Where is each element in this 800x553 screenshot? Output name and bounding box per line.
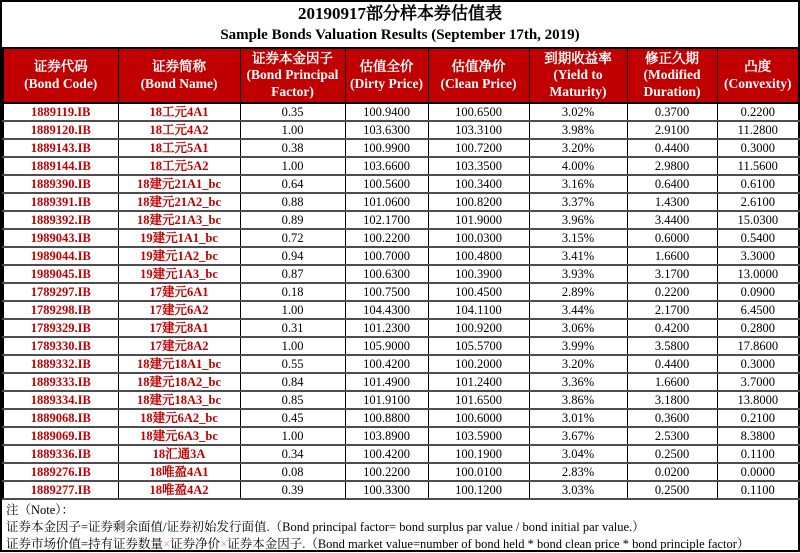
header-label-en: (Bond Name) (140, 75, 218, 91)
table-row (3, 211, 799, 229)
cell-bond-name: 17建元8A2 (118, 337, 240, 355)
multiply-sign: × (220, 537, 228, 552)
cell-convexity: 11.5600 (717, 157, 799, 175)
table-row (3, 175, 799, 193)
cell-modified-duration: 3.5800 (627, 337, 717, 355)
cell-clean-price: 100.6000 (428, 409, 529, 427)
cell-bond-code: 1889333.IB (3, 373, 118, 391)
cell-modified-duration: 0.0200 (627, 463, 717, 481)
page-title: 20190917部分样本券估值表 (298, 4, 502, 23)
cell-convexity: 0.1100 (717, 445, 799, 463)
cell-modified-duration: 2.1700 (627, 301, 717, 319)
cell-principal-factor: 1.00 (240, 427, 345, 445)
cell-dirty-price: 100.3300 (345, 481, 428, 499)
header-row (3, 48, 799, 103)
table-row (3, 283, 799, 301)
cell-convexity: 13.0000 (717, 265, 799, 283)
cell-convexity: 6.4500 (717, 301, 799, 319)
cell-clean-price: 101.9000 (428, 211, 529, 229)
cell-bond-name: 18汇通3A (118, 445, 240, 463)
cell-bond-name: 17建元6A2 (118, 301, 240, 319)
cell-modified-duration: 0.4200 (627, 319, 717, 337)
page-subtitle: Sample Bonds Valuation Results (September 17th, 2019) (220, 27, 580, 43)
cell-principal-factor: 0.88 (240, 193, 345, 211)
cell-modified-duration: 3.1800 (627, 391, 717, 409)
table-row (3, 319, 799, 337)
cell-modified-duration: 3.1700 (627, 265, 717, 283)
cell-modified-duration: 0.6000 (627, 229, 717, 247)
cell-dirty-price: 105.9000 (345, 337, 428, 355)
table-row (3, 193, 799, 211)
cell-convexity: 0.3000 (717, 355, 799, 373)
cell-bond-code: 1789298.IB (3, 301, 118, 319)
table-row (3, 427, 799, 445)
cell-convexity: 0.1100 (717, 481, 799, 499)
cell-bond-code: 1989045.IB (3, 265, 118, 283)
cell-bond-name: 18建元6A3_bc (118, 427, 240, 445)
header-label-zh: 证券简称 (152, 59, 206, 75)
table-body (3, 103, 799, 499)
header-label-zh: 凸度 (744, 59, 772, 75)
cell-bond-code: 1889334.IB (3, 391, 118, 409)
cell-convexity: 0.0000 (717, 463, 799, 481)
header-label-en: (Convexity) (724, 75, 792, 91)
cell-bond-code: 1889277.IB (3, 481, 118, 499)
cell-principal-factor: 0.89 (240, 211, 345, 229)
table-row (3, 463, 799, 481)
cell-bond-name: 19建元1A2_bc (118, 247, 240, 265)
cell-dirty-price: 100.8800 (345, 409, 428, 427)
table-row (3, 139, 799, 157)
cell-bond-code: 1889332.IB (3, 355, 118, 373)
cell-dirty-price: 102.1700 (345, 211, 428, 229)
cell-clean-price: 100.9200 (428, 319, 529, 337)
cell-bond-name: 18工元5A1 (118, 139, 240, 157)
cell-bond-name: 19建元1A1_bc (118, 229, 240, 247)
cell-bond-code: 1989044.IB (3, 247, 118, 265)
column-header-yield-to-maturity (529, 48, 627, 103)
cell-dirty-price: 100.7500 (345, 283, 428, 301)
cell-bond-name: 18唯盈4A2 (118, 481, 240, 499)
table-row (3, 481, 799, 499)
cell-yield-to-maturity: 3.01% (529, 409, 627, 427)
cell-modified-duration: 0.3600 (627, 409, 717, 427)
cell-dirty-price: 101.2300 (345, 319, 428, 337)
cell-clean-price: 100.4800 (428, 247, 529, 265)
cell-clean-price: 103.3100 (428, 121, 529, 139)
cell-convexity: 15.0300 (717, 211, 799, 229)
cell-principal-factor: 0.39 (240, 481, 345, 499)
header-label-en: (Yield to Maturity) (549, 67, 607, 99)
cell-bond-code: 1889276.IB (3, 463, 118, 481)
cell-bond-code: 1889336.IB (3, 445, 118, 463)
cell-yield-to-maturity: 3.98% (529, 121, 627, 139)
cell-modified-duration: 0.3700 (627, 103, 717, 121)
note-label: 注（Note）： (6, 503, 75, 518)
table-row (3, 409, 799, 427)
cell-yield-to-maturity: 3.20% (529, 139, 627, 157)
cell-bond-name: 18工元4A2 (118, 121, 240, 139)
cell-principal-factor: 1.00 (240, 121, 345, 139)
cell-clean-price: 100.1900 (428, 445, 529, 463)
footnotes (2, 500, 798, 553)
cell-modified-duration: 0.2500 (627, 481, 717, 499)
header-label-en: (Clean Price) (440, 75, 517, 91)
cell-principal-factor: 1.00 (240, 301, 345, 319)
cell-bond-code: 1889390.IB (3, 175, 118, 193)
cell-yield-to-maturity: 3.20% (529, 355, 627, 373)
table-row (3, 247, 799, 265)
cell-principal-factor: 1.00 (240, 157, 345, 175)
cell-bond-code: 1789329.IB (3, 319, 118, 337)
column-header-principal-factor (240, 48, 345, 103)
multiply-sign: × (163, 537, 171, 552)
cell-convexity: 0.2800 (717, 319, 799, 337)
header-label-zh: 证券本金因子 (252, 51, 333, 66)
cell-dirty-price: 100.9900 (345, 139, 428, 157)
cell-bond-code: 1889144.IB (3, 157, 118, 175)
cell-clean-price: 101.6500 (428, 391, 529, 409)
cell-dirty-price: 101.4900 (345, 373, 428, 391)
table-row (3, 157, 799, 175)
cell-convexity: 3.7000 (717, 373, 799, 391)
cell-modified-duration: 2.9800 (627, 157, 717, 175)
table-row (3, 121, 799, 139)
column-header-modified-duration (627, 48, 717, 103)
cell-bond-code: 1889068.IB (3, 409, 118, 427)
table-row (3, 229, 799, 247)
table-row (3, 355, 799, 373)
cell-yield-to-maturity: 3.02% (529, 103, 627, 121)
cell-bond-code: 1889143.IB (3, 139, 118, 157)
header-label-zh: 修正久期 (645, 51, 699, 66)
cell-bond-name: 18建元6A2_bc (118, 409, 240, 427)
cell-yield-to-maturity: 3.41% (529, 247, 627, 265)
cell-modified-duration: 1.6600 (627, 247, 717, 265)
cell-principal-factor: 0.08 (240, 463, 345, 481)
note-text-segment: 证券市场价值=持有证券数量 (6, 537, 164, 552)
cell-convexity: 0.0900 (717, 283, 799, 301)
cell-dirty-price: 101.9100 (345, 391, 428, 409)
cell-convexity: 0.2100 (717, 409, 799, 427)
cell-convexity: 13.8000 (717, 391, 799, 409)
cell-bond-code: 1889069.IB (3, 427, 118, 445)
note-principal-factor: 证券本金因子=证券剩余面值/证券初始发行面值.（Bond principal factor= bond surplus par value / bond initial par value.） (6, 520, 645, 535)
cell-bond-code: 1889119.IB (3, 103, 118, 121)
cell-bond-name: 18工元5A2 (118, 157, 240, 175)
bond-valuation-table (2, 47, 800, 500)
cell-principal-factor: 0.35 (240, 103, 345, 121)
cell-dirty-price: 100.7000 (345, 247, 428, 265)
cell-modified-duration: 2.5300 (627, 427, 717, 445)
table-row (3, 265, 799, 283)
cell-principal-factor: 0.87 (240, 265, 345, 283)
cell-clean-price: 100.0300 (428, 229, 529, 247)
cell-bond-code: 1889392.IB (3, 211, 118, 229)
cell-bond-name: 18建元18A1_bc (118, 355, 240, 373)
cell-bond-name: 18建元21A2_bc (118, 193, 240, 211)
cell-bond-name: 18唯盈4A1 (118, 463, 240, 481)
header-label-zh: 到期收益率 (544, 51, 612, 66)
table-row (3, 391, 799, 409)
cell-clean-price: 100.3400 (428, 175, 529, 193)
cell-dirty-price: 103.6600 (345, 157, 428, 175)
cell-convexity: 11.2800 (717, 121, 799, 139)
cell-convexity: 0.6100 (717, 175, 799, 193)
cell-yield-to-maturity: 3.99% (529, 337, 627, 355)
cell-yield-to-maturity: 3.03% (529, 481, 627, 499)
cell-modified-duration: 0.2500 (627, 445, 717, 463)
cell-principal-factor: 0.85 (240, 391, 345, 409)
cell-dirty-price: 100.2200 (345, 463, 428, 481)
cell-principal-factor: 0.64 (240, 175, 345, 193)
cell-clean-price: 100.2000 (428, 355, 529, 373)
cell-bond-name: 18建元18A2_bc (118, 373, 240, 391)
cell-convexity: 2.6100 (717, 193, 799, 211)
column-header-bond-name (118, 48, 240, 103)
column-header-clean-price (428, 48, 529, 103)
cell-modified-duration: 1.6600 (627, 373, 717, 391)
cell-dirty-price: 101.0600 (345, 193, 428, 211)
cell-dirty-price: 100.2200 (345, 229, 428, 247)
cell-convexity: 0.2200 (717, 103, 799, 121)
cell-dirty-price: 103.8900 (345, 427, 428, 445)
cell-bond-name: 18建元18A3_bc (118, 391, 240, 409)
cell-modified-duration: 0.6400 (627, 175, 717, 193)
cell-bond-code: 1889391.IB (3, 193, 118, 211)
header-label-zh: 估值净价 (451, 59, 506, 75)
cell-bond-name: 19建元1A3_bc (118, 265, 240, 283)
cell-clean-price: 100.7200 (428, 139, 529, 157)
column-header-bond-code (3, 48, 118, 103)
cell-principal-factor: 0.55 (240, 355, 345, 373)
cell-bond-name: 18建元21A3_bc (118, 211, 240, 229)
cell-clean-price: 103.5900 (428, 427, 529, 445)
cell-yield-to-maturity: 3.67% (529, 427, 627, 445)
cell-yield-to-maturity: 3.16% (529, 175, 627, 193)
cell-yield-to-maturity: 2.89% (529, 283, 627, 301)
cell-modified-duration: 2.9100 (627, 121, 717, 139)
cell-bond-name: 18建元21A1_bc (118, 175, 240, 193)
cell-dirty-price: 100.4200 (345, 355, 428, 373)
cell-yield-to-maturity: 3.86% (529, 391, 627, 409)
cell-clean-price: 101.2400 (428, 373, 529, 391)
cell-dirty-price: 100.4200 (345, 445, 428, 463)
note-market-value (6, 536, 798, 553)
cell-clean-price: 100.0100 (428, 463, 529, 481)
cell-dirty-price: 100.9400 (345, 103, 428, 121)
cell-principal-factor: 0.45 (240, 409, 345, 427)
cell-principal-factor: 0.34 (240, 445, 345, 463)
cell-dirty-price: 100.6300 (345, 265, 428, 283)
cell-principal-factor: 1.00 (240, 337, 345, 355)
cell-convexity: 3.3000 (717, 247, 799, 265)
cell-bond-code: 1989043.IB (3, 229, 118, 247)
cell-bond-name: 18工元4A1 (118, 103, 240, 121)
cell-principal-factor: 0.72 (240, 229, 345, 247)
cell-convexity: 0.3000 (717, 139, 799, 157)
cell-convexity: 8.3800 (717, 427, 799, 445)
header-label-en: (Bond Code) (24, 75, 98, 91)
cell-bond-name: 17建元6A1 (118, 283, 240, 301)
cell-clean-price: 100.4500 (428, 283, 529, 301)
cell-clean-price: 104.1100 (428, 301, 529, 319)
cell-principal-factor: 0.18 (240, 283, 345, 301)
cell-bond-code: 1789330.IB (3, 337, 118, 355)
cell-yield-to-maturity: 3.15% (529, 229, 627, 247)
cell-clean-price: 100.8200 (428, 193, 529, 211)
cell-principal-factor: 0.84 (240, 373, 345, 391)
table-row (3, 337, 799, 355)
cell-yield-to-maturity: 2.83% (529, 463, 627, 481)
cell-dirty-price: 103.6300 (345, 121, 428, 139)
note-text-segment: 证券本金因子.（Bond market value=number of bond held * bond clean price * bond principle factor） (227, 537, 750, 552)
cell-yield-to-maturity: 4.00% (529, 157, 627, 175)
cell-modified-duration: 1.4300 (627, 193, 717, 211)
cell-bond-name: 17建元8A1 (118, 319, 240, 337)
table-row (3, 373, 799, 391)
cell-bond-code: 1789297.IB (3, 283, 118, 301)
table-header (3, 48, 799, 103)
header-label-zh: 证券代码 (33, 59, 88, 75)
cell-principal-factor: 0.94 (240, 247, 345, 265)
table-row (3, 301, 799, 319)
cell-yield-to-maturity: 3.36% (529, 373, 627, 391)
report-header (2, 2, 798, 45)
cell-modified-duration: 0.2200 (627, 283, 717, 301)
cell-convexity: 17.8600 (717, 337, 799, 355)
table-row (3, 445, 799, 463)
cell-yield-to-maturity: 3.96% (529, 211, 627, 229)
cell-dirty-price: 104.4300 (345, 301, 428, 319)
table-row (3, 103, 799, 121)
header-label-en: (Modified Duration) (643, 67, 701, 99)
cell-principal-factor: 0.31 (240, 319, 345, 337)
cell-dirty-price: 100.5600 (345, 175, 428, 193)
cell-yield-to-maturity: 3.06% (529, 319, 627, 337)
cell-clean-price: 100.3900 (428, 265, 529, 283)
header-label-en: (Bond Principal Factor) (246, 67, 339, 99)
cell-yield-to-maturity: 3.44% (529, 301, 627, 319)
cell-principal-factor: 0.38 (240, 139, 345, 157)
cell-bond-code: 1889120.IB (3, 121, 118, 139)
cell-yield-to-maturity: 3.04% (529, 445, 627, 463)
cell-yield-to-maturity: 3.93% (529, 265, 627, 283)
column-header-convexity (717, 48, 799, 103)
cell-clean-price: 103.3500 (428, 157, 529, 175)
cell-clean-price: 100.6500 (428, 103, 529, 121)
header-label-en: (Dirty Price) (349, 75, 424, 91)
cell-clean-price: 105.5700 (428, 337, 529, 355)
cell-modified-duration: 0.4400 (627, 139, 717, 157)
cell-modified-duration: 0.4400 (627, 355, 717, 373)
cell-modified-duration: 3.4400 (627, 211, 717, 229)
note-text-segment: 证券净价 (170, 537, 221, 552)
cell-yield-to-maturity: 3.37% (529, 193, 627, 211)
cell-clean-price: 100.1200 (428, 481, 529, 499)
header-label-zh: 估值全价 (359, 59, 414, 75)
column-header-dirty-price (345, 48, 428, 103)
cell-convexity: 0.5400 (717, 229, 799, 247)
